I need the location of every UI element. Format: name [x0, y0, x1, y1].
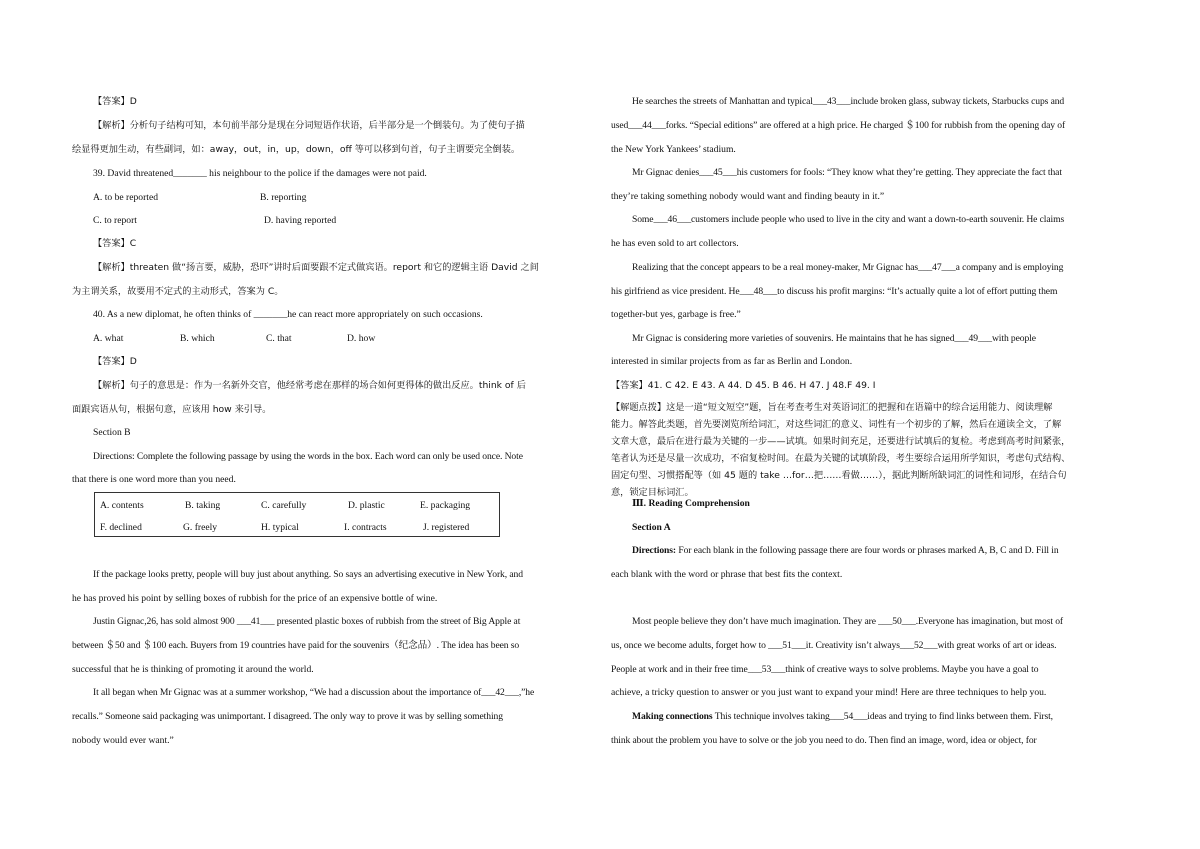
passage-b-p5-line2: they’re taking something nobody would want and finding beauty in it.” [611, 191, 885, 202]
part-3-heading: Ⅲ. Reading Comprehension [632, 498, 750, 509]
passage-b-p4-line3: the New York Yankees’ stadium. [611, 144, 736, 155]
answer-39: 【答案】C [93, 238, 137, 249]
passage-a-p2-line2: think about the problem you have to solve or the job you need to do. Then find an image, word, idea or object, for [611, 735, 1037, 746]
question-39: 39. David threatened_______ his neighbour to the police if the damages were not paid. [93, 168, 427, 179]
passage-a-p1-line4: achieve, a tricky question to answer or you just want to expand your mind! Here are three techniques to help you. [611, 687, 1047, 698]
passage-b-p6-line2: he has even sold to art collectors. [611, 238, 739, 249]
option-39-b: B. reporting [260, 192, 307, 203]
answer-40: 【答案】D [93, 356, 137, 367]
word-box-item: D. plastic [348, 500, 385, 511]
option-40-c: C. that [266, 333, 292, 344]
word-box-item: E. packaging [420, 500, 471, 511]
word-box-item: J. registered [423, 522, 470, 533]
passage-b-p1-line2: he has proved his point by selling boxes of rubbish for the price of an expensive bottle of wine. [72, 593, 438, 604]
section-b-directions-line2: that there is one word more than you need. [72, 474, 236, 485]
word-box-item: H. typical [261, 522, 299, 533]
option-40-b: B. which [180, 333, 215, 344]
passage-b-p2-line3: successful that he is thinking of promoting it around the world. [72, 664, 314, 675]
passage-a-p2-line1 [611, 711, 1129, 723]
making-connections-label: Making connections [632, 711, 713, 722]
passage-b-p6-line1: Some___46___customers include people who used to live in the city and want a down-to-earth souvenir. He claims [632, 214, 1065, 225]
option-39-c: C. to report [93, 215, 137, 226]
explanation-38-line2: 绘显得更加生动，有些副词，如：away，out，in，up，down，off 等可以移到句首，句子主谓要完全倒装。 [72, 144, 521, 155]
passage-b-p3-line1: It all began when Mr Gignac was at a summer workshop, “We had a discussion about the importance of___42___,”he [93, 687, 535, 698]
section-b-directions-line1: Directions: Complete the following passage by using the words in the box. Each word can only be used once. Note [93, 451, 523, 462]
passage-b-p8-line1: Mr Gignac is considering more varieties of souvenirs. He maintains that he has signed___49___with people [632, 333, 1036, 344]
word-box [94, 492, 500, 537]
tip-line5: 固定句型、习惯搭配等（如 45 题的 take …for…把……看做……），据此判断所缺词汇的词性和词形，在结合句 [611, 470, 1067, 481]
passage-a-p1-line3: People at work and in their free time___53___think of creative ways to solve problems. Maybe you have a goal to [611, 664, 1039, 675]
passage-b-p1-line1: If the package looks pretty, people will buy just about anything. So says an advertising executive in New York, and [93, 569, 523, 580]
answer-38: 【答案】D [93, 96, 137, 107]
passage-a-p1-line1: Most people believe they don’t have much imagination. They are ___50___.Everyone has imagination, but most of [632, 616, 1064, 627]
passage-b-p7-line1: Realizing that the concept appears to be a real money-maker, Mr Gignac has___47___a company and is employing [632, 262, 1064, 273]
section-a-heading: Section A [632, 522, 671, 533]
explanation-40-line2: 面跟宾语从句，根据句意，应该用 how 来引导。 [72, 404, 272, 415]
passage-a-p1-line2: us, once we become adults, forget how to ___51___it. Creativity isn’t always___52___with great works of art or ideas. [611, 640, 1057, 651]
question-40: 40. As a new diplomat, he often thinks of _______he can react more appropriately on such occasions. [93, 309, 483, 320]
option-39-a: A. to be reported [93, 192, 159, 203]
word-box-item: F. declined [100, 522, 142, 533]
tip-line3: 文章大意，最后在进行最为关键的一步——试填。如果时间充足，还要进行试填后的复检。考虑到高考时间紧张， [611, 436, 1071, 447]
section-a-directions-line2: each blank with the word or phrase that best fits the context. [611, 569, 843, 580]
directions-text: For each blank in the following passage there are four words or phrases marked A, B, C and D. Fill in [676, 545, 1059, 556]
section-b-heading: Section B [93, 427, 131, 438]
explanation-39-line2: 为主谓关系，故要用不定式的主动形式，答案为 C。 [72, 286, 284, 297]
passage-b-p2-line2: between ＄50 and ＄100 each. Buyers from 19 countries have paid for the souvenirs（纪念品）. The idea has been so [72, 640, 520, 651]
passage-b-p4-line1: He searches the streets of Manhattan and typical___43___include broken glass, subway tickets, Starbucks cups and [632, 96, 1065, 107]
passage-b-p3-line3: nobody would ever want.” [72, 735, 174, 746]
word-box-item: A. contents [100, 500, 144, 511]
making-connections-text: This technique involves taking___54___ideas and trying to find links between them. First, [712, 711, 1053, 722]
word-box-item: I. contracts [344, 522, 387, 533]
tip-line6: 意，锁定目标词汇。 [611, 487, 694, 498]
tip-line2: 能力。解答此类题，首先要浏览所给词汇，对这些词汇的意义、词性有一个初步的了解，然后在通读全文，了解 [611, 419, 1062, 430]
option-40-d: D. how [347, 333, 376, 344]
section-a-directions-line1 [611, 545, 1129, 557]
passage-b-p7-line3: together-but yes, garbage is free.” [611, 309, 741, 320]
passage-b-p4-line2: used___44___forks. “Special editions” are offered at a high price. He charged ＄100 for rubbish from the opening day of [611, 120, 1066, 131]
word-box-item: B. taking [185, 500, 221, 511]
tip-line4: 笔者认为还是尽量一次成功，不宿复检时间。在最为关键的试填阶段，考生要综合运用所学知识，考虑句式结构、 [611, 453, 1071, 464]
passage-b-p2-line1: Justin Gignac,26, has sold almost 900 ___41___ presented plastic boxes of rubbish from the street of Big Apple at [93, 616, 521, 627]
passage-b-p3-line2: recalls.” Someone said packaging was unimportant. I disagreed. The only way to prove it was by selling something [72, 711, 503, 722]
directions-label: Directions: [632, 545, 677, 556]
passage-b-p5-line1: Mr Gignac denies___45___his customers for fools: “They know what they’re getting. They appreciate the fact that [632, 167, 1062, 178]
word-box-item: C. carefully [261, 500, 307, 511]
explanation-38-line1: 【解析】分析句子结构可知，本句前半部分是现在分词短语作状语，后半部分是一个倒装句。为了使句子描 [93, 120, 525, 131]
passage-b-p8-line2: interested in similar projects from as far as Berlin and London. [611, 356, 853, 367]
section-b-answers: 【答案】41. C 42. E 43. A 44. D 45. B 46. H 47. J 48.F 49. I [611, 380, 876, 391]
passage-b-p7-line2: his girlfriend as vice president. He___48___to discuss his profit margins: “It’s actually quite a lot of effort putting them [611, 286, 1058, 297]
word-box-item: G. freely [183, 522, 218, 533]
explanation-40-line1: 【解析】句子的意思是：作为一名新外交官，他经常考虑在那样的场合如何更得体的做出反应。think of 后 [93, 380, 526, 391]
tip-line1: 【解题点拨】这是一道“短文短空”题，旨在考查考生对英语词汇的把握和在语篇中的综合运用能力、阅读理解 [611, 402, 1053, 413]
option-40-a: A. what [93, 333, 124, 344]
explanation-39-line1: 【解析】threaten 做“扬言要，威胁，恐吓”讲时后面要跟不定式做宾语。report 和它的逻辑主语 David 之间 [93, 262, 539, 273]
option-39-d: D. having reported [264, 215, 337, 226]
